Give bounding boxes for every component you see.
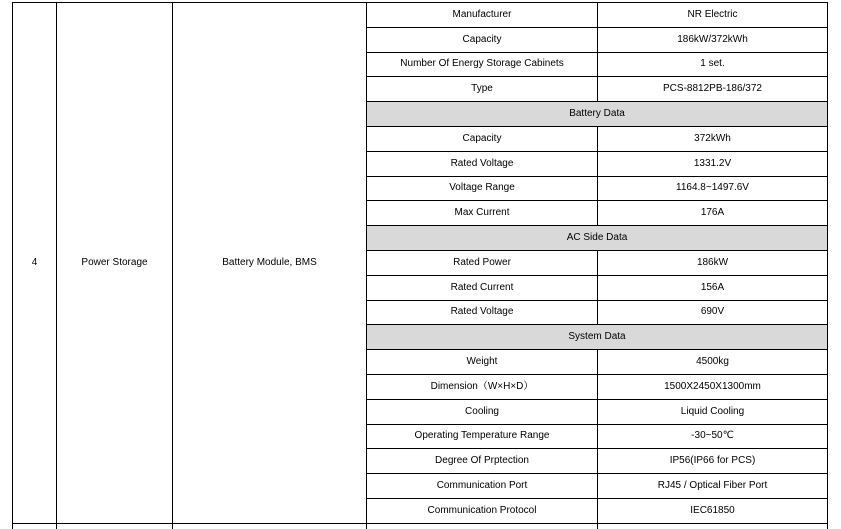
section-header-cell: Battery Data <box>367 102 828 127</box>
spec-value-cell: 186kW <box>598 250 828 275</box>
spec-value-cell: 1 set. <box>598 52 828 77</box>
spec-label-cell: Number Of Energy Storage Cabinets <box>367 52 598 77</box>
spec-label-cell: Communication Port <box>367 474 598 499</box>
spec-label-cell: Capacity <box>367 126 598 151</box>
spec-label-cell: Voltage Range <box>367 176 598 201</box>
spec-value-cell: 156A <box>598 275 828 300</box>
spec-value-cell: Liquid Cooling <box>598 399 828 424</box>
spec-label-cell: Manufacturer <box>367 3 598 28</box>
spec-value-cell: 372kWh <box>598 126 828 151</box>
table-row <box>13 3 828 28</box>
spec-value-cell: 176A <box>598 201 828 226</box>
spec-value-cell: 690V <box>598 300 828 325</box>
spec-value-cell: IP56(IP66 for PCS) <box>598 449 828 474</box>
empty-cell <box>367 523 598 529</box>
spec-value-cell: 1331.2V <box>598 151 828 176</box>
spec-label-cell: Type <box>367 77 598 102</box>
spec-label-cell: Rated Power <box>367 250 598 275</box>
spec-value-cell: PCS-8812PB-186/372 <box>598 77 828 102</box>
section-header-cell: System Data <box>367 325 828 350</box>
equipment-spec-table <box>12 2 828 529</box>
spec-label-cell: Dimension（W×H×D） <box>367 374 598 399</box>
spec-label-cell: Communication Protocol <box>367 498 598 523</box>
category-cell: Power Storage <box>57 3 173 524</box>
spec-value-cell: NR Electric <box>598 3 828 28</box>
spec-value-cell: 1164.8~1497.6V <box>598 176 828 201</box>
empty-cell <box>173 523 367 529</box>
spec-label-cell: Operating Temperature Range <box>367 424 598 449</box>
spec-value-cell: -30~50℃ <box>598 424 828 449</box>
spec-label-cell: Rated Voltage <box>367 151 598 176</box>
empty-cell <box>598 523 828 529</box>
spec-label-cell: Capacity <box>367 27 598 52</box>
empty-cell <box>13 523 57 529</box>
spec-value-cell: 4500kg <box>598 350 828 375</box>
spec-label-cell: Rated Voltage <box>367 300 598 325</box>
spec-value-cell: IEC61850 <box>598 498 828 523</box>
spec-value-cell: 1500X2450X1300mm <box>598 374 828 399</box>
spec-label-cell: Cooling <box>367 399 598 424</box>
spec-table-body <box>13 3 828 529</box>
empty-cell <box>57 523 173 529</box>
next-row-edge <box>13 523 828 529</box>
spec-label-cell: Max Current <box>367 201 598 226</box>
spec-value-cell: RJ45 / Optical Fiber Port <box>598 474 828 499</box>
spec-value-cell: 186kW/372kWh <box>598 27 828 52</box>
component-cell: Battery Module, BMS <box>173 3 367 524</box>
spec-label-cell: Rated Current <box>367 275 598 300</box>
spec-label-cell: Weight <box>367 350 598 375</box>
spec-label-cell: Degree Of Prptection <box>367 449 598 474</box>
section-header-cell: AC Side Data <box>367 226 828 251</box>
item-number-cell: 4 <box>13 3 57 524</box>
